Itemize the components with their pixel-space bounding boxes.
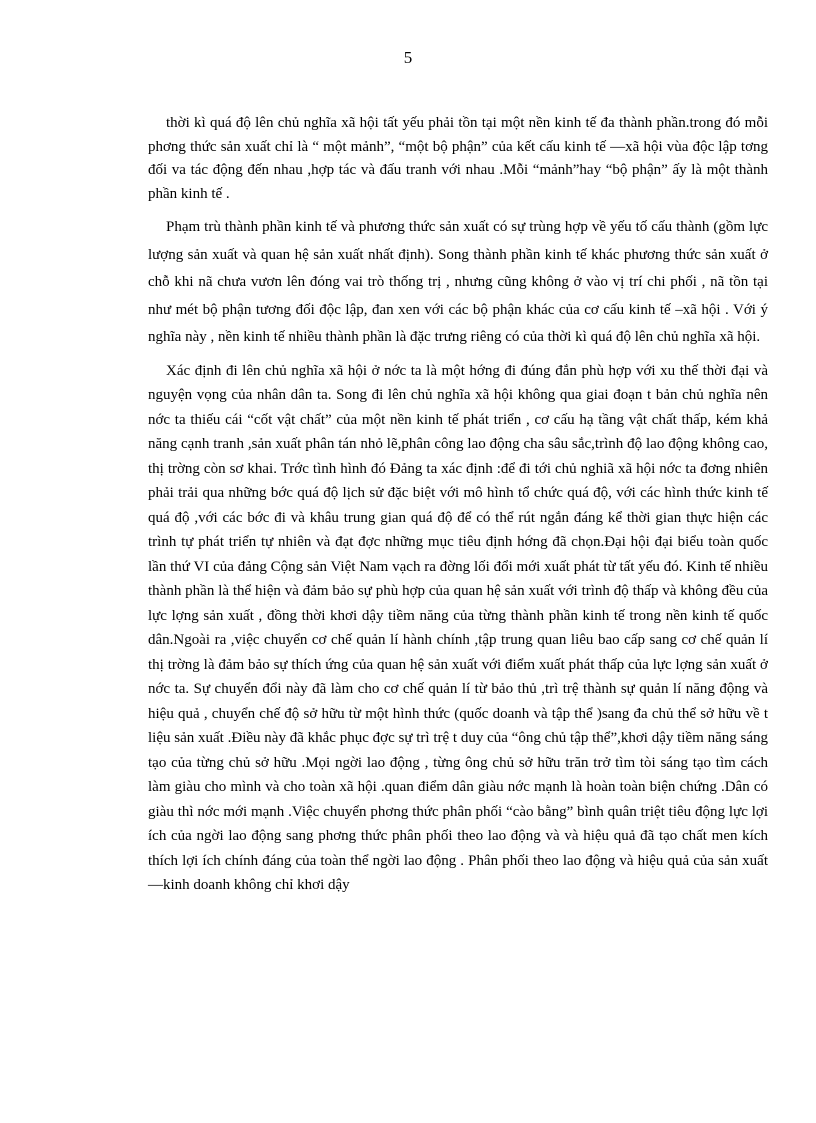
paragraph-3: Xác định đi lên chủ nghĩa xã hội ở nớc ta là một hớng đi đúng đắn phù hợp với xu thế thời đại và nguyện vọng của nhân dân ta. Song đi lên chủ nghĩa xã hội không qua giai đoạn t bản chủ nghĩa nên nớc ta thiếu cái “cốt vật chất” của một nền kinh tế phát triển , cơ cấu hạ tầng vật chất thấp, kém khả năng cạnh tranh ,sản xuất phân tán nhỏ lẽ,phân công lao động cha sâu sắc,trình độ lao động không cao, thị trờng còn sơ khai. Trớc tình hình đó Đảng ta xác định :để đi tới chủ nghiã xã hội nớc ta đơng nhiên phải trải qua những bớc quá độ lịch sử đặc biệt với mô hình tổ chức quá độ, với các hình thức kinh tế quá độ ,với các bớc đi và khâu trung gian quá độ để có thể rút ngắn đáng kể thời gian thực hiện các trình tự phát triển tự nhiên và đạt đợc những mục tiêu định hớng đã chọn.Đại hội đại biểu toàn quốc lần thứ VI của đảng Cộng sản Việt Nam vạch ra đờng lối đổi mới xuất phát từ tất yếu đó. Kinh tế nhiều thành phần là thể hiện và đảm bảo sự phù hợp của quan hệ sản xuất với trình độ thấp và không đều của lực lợng sản xuất , đồng thời khơi dậy tiềm năng của từng thành phần kinh tế trong nền kinh tế quốc dân.Ngoài ra ,việc chuyển cơ chế quản lí hành chính ,tập trung quan liêu bao cấp sang cơ chế quản lí thị trờng là đảm bảo sự thích ứng của quan hệ sản xuất với điểm xuất phát thấp của lực lợng sản xuất ở nớc ta. Sự chuyển đổi này đã làm cho cơ chế quản lí từ bảo thủ ,trì trệ thành sự quản lí năng động và hiệu quả , chuyển chế độ sở hữu từ một hình thức (quốc doanh và tập thể )sang đa chủ thể sở hữu về t liệu sản xuất .Điều này đã khắc phục đợc sự trì trệ t duy của “ông chủ tập thể”,khơi dậy tiềm năng sáng tạo của từng chủ sở hữu .Mọi ngời lao động , từng ông chủ sở hữu trăn trở tìm tòi sáng tạo tìm cách làm giàu cho mình và cho toàn xã hội .quan điểm dân giàu nớc mạnh là hoàn toàn biện chứng .Dân có giàu thì nớc mới mạnh .Việc chuyển phơng thức phân phối “cào bằng” bình quân triệt tiêu động lực lợi ích của ngời lao động sang phơng thức phân phối theo lao động và và hiệu quả đã tạo chất men kích thích lợi ích chính đáng của toàn thể ngời lao động . Phân phối theo lao động và hiệu quả của sản xuất —kinh doanh không chỉ khơi dậy [148, 362, 768, 893]
page-number: 5 [403, 48, 413, 67]
body-text [148, 112, 768, 898]
paragraph-2: Phạm trù thành phần kinh tế và phương thức sản xuất có sự trùng hợp về yếu tố cấu thành (gồm lực lượng sản xuất và quan hệ sản xuất nhất định). Song thành phần kinh tế khác phương thức sản xuất ở chỗ khi nã chưa vươn lên đóng vai trò thống trị , nhưng cũng không ở vào vị trí chi phối , nã tồn tại như mét bộ phận tương đối độc lập, đan xen với các bộ phận khác của cơ cấu kinh tế –xã hội . Với ý nghĩa này , nền kinh tế nhiều thành phần là đặc trưng riêng có của thời kì quá độ lên chủ nghĩa xã hội. [148, 219, 768, 345]
paragraph-1: thời kì quá độ lên chủ nghĩa xã hội tất yếu phải tồn tại một nền kinh tế đa thành phần.trong đó mỗi phơng thức sản xuất chỉ là “ một mảnh”, “một bộ phận” của kết cấu kinh tế —xã hội vùa độc lập tơng đối va tác động đến nhau ,hợp tác và đấu tranh với nhau .Mỗi “mảnh”hay “bộ phận” ấy là một thành phần kinh tế . [148, 115, 768, 202]
